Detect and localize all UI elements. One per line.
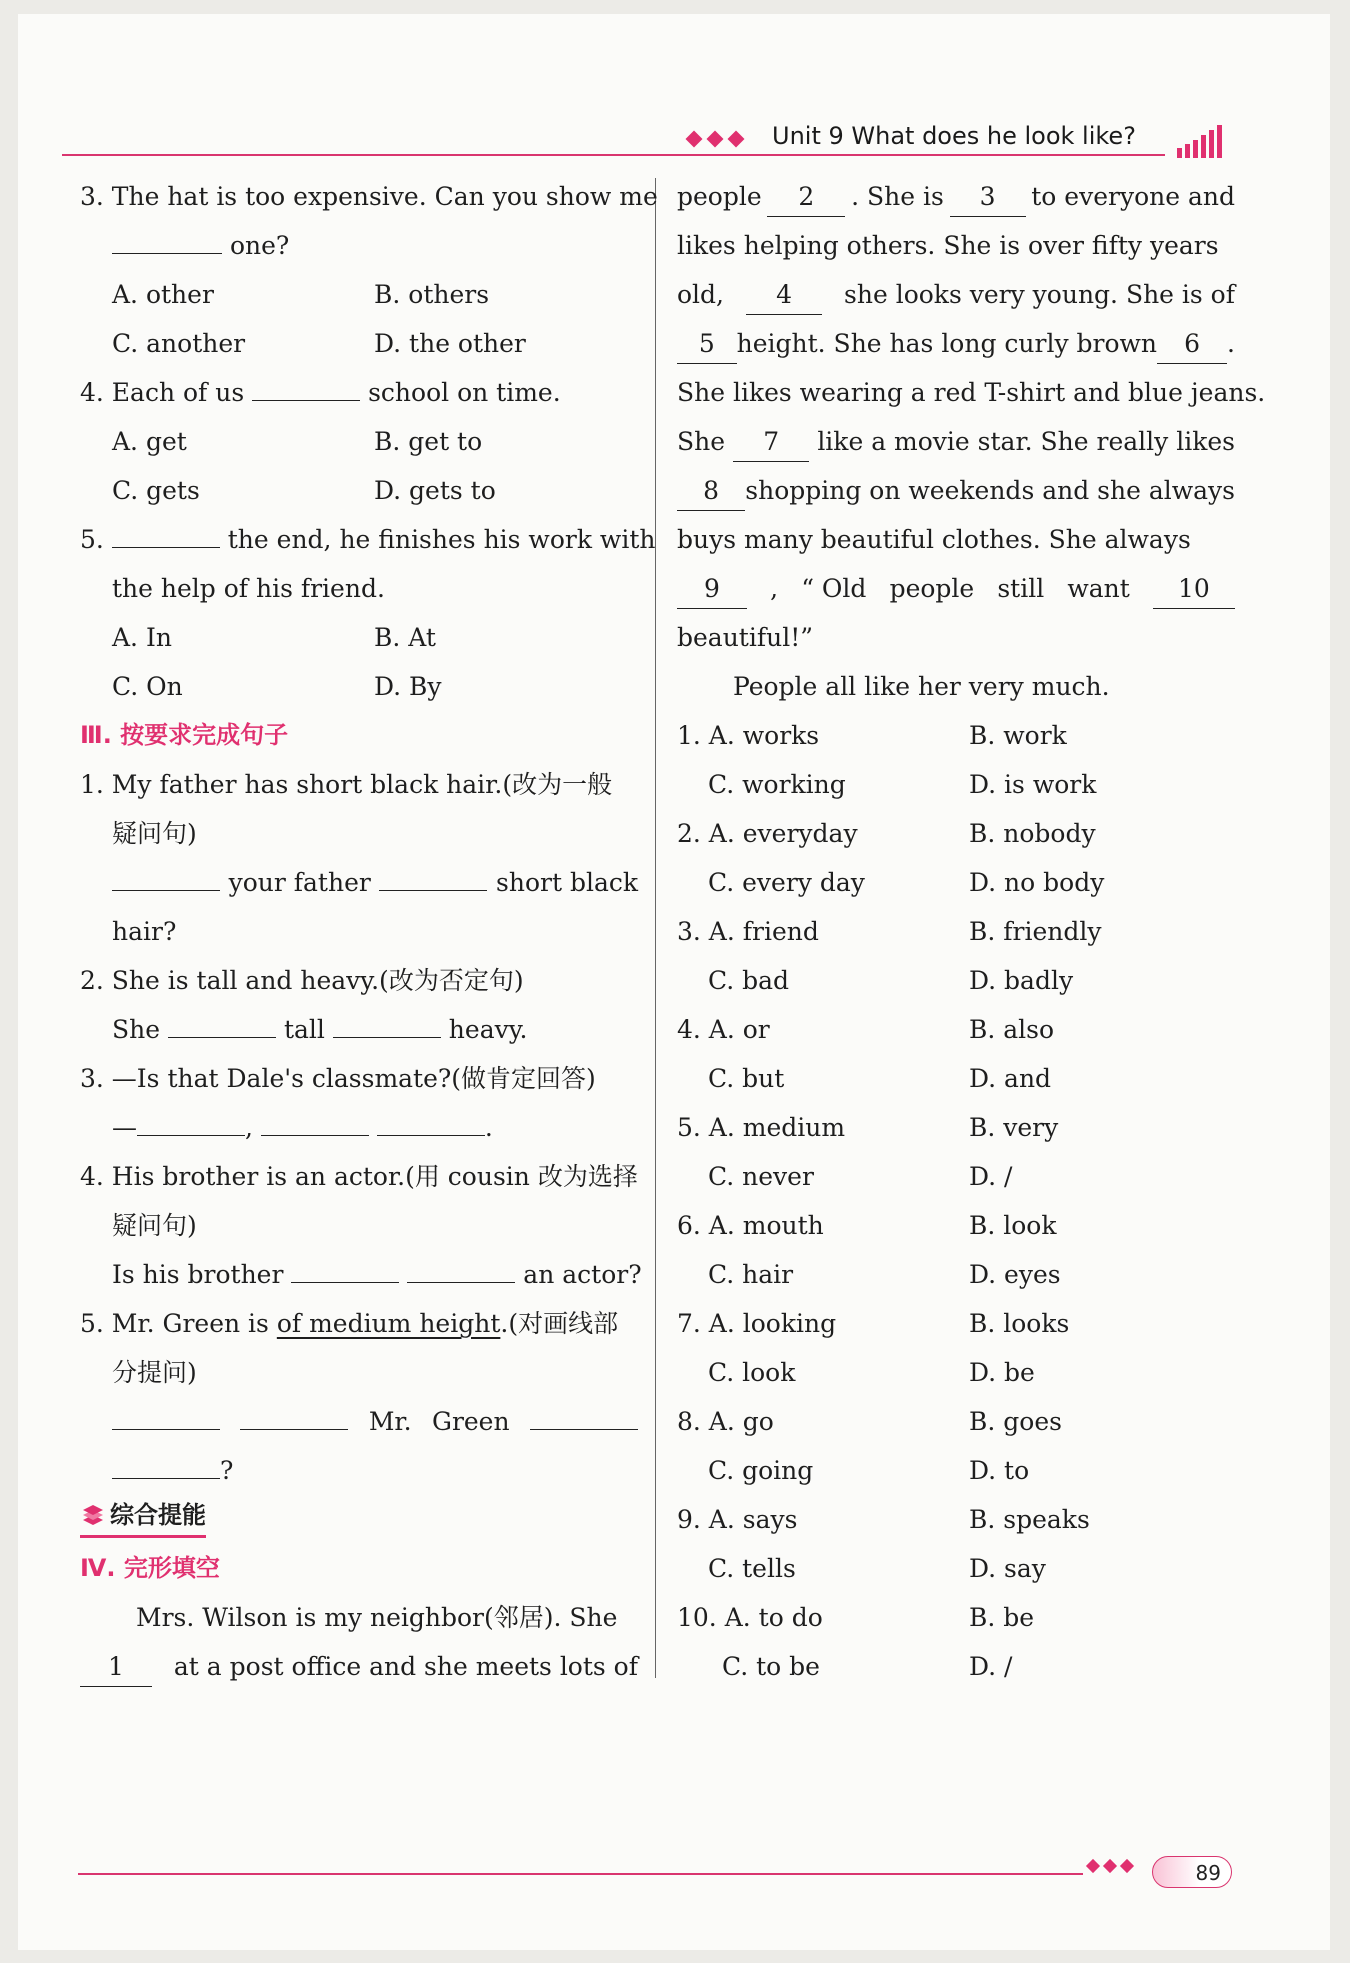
- option-row: [677, 1299, 1235, 1348]
- answer-blank[interactable]: [112, 517, 220, 548]
- q5-text-2: the help of his friend.: [112, 574, 385, 603]
- option-row: [677, 1348, 1235, 1397]
- option-row: [677, 956, 1235, 1005]
- option-row: [677, 1152, 1235, 1201]
- option-row: [677, 1544, 1235, 1593]
- answer-blank[interactable]: [333, 1007, 441, 1038]
- option-c: C. to be: [722, 1652, 820, 1681]
- footer-rule: [78, 1873, 1083, 1875]
- q5-text: the end, he finishes his work with: [227, 525, 656, 554]
- passage-text: She likes wearing a red T-shirt and blue jeans.: [677, 378, 1266, 407]
- option-c: C. gets: [112, 476, 200, 505]
- s4-word-2: an actor?: [523, 1260, 642, 1289]
- option-row: [80, 662, 638, 711]
- option-c: C. bad: [708, 966, 790, 995]
- option-b: B. work: [969, 721, 1067, 750]
- option-b: B. also: [969, 1015, 1055, 1044]
- unit-title: Unit 9 What does he look like?: [772, 122, 1136, 150]
- passage-text: buys many beautiful clothes. She always: [677, 525, 1191, 554]
- left-column: [80, 172, 658, 1691]
- q5-num: 5.: [80, 525, 104, 554]
- book-stack-icon: [80, 1502, 106, 1528]
- s4-line2: 疑问句): [112, 1211, 197, 1240]
- header-diamond-icons: [688, 122, 751, 156]
- q4-text-2: school on time.: [368, 378, 561, 407]
- option-a: 10. A. to do: [677, 1603, 823, 1632]
- option-row: [677, 1593, 1235, 1642]
- s5-line2: 分提问): [112, 1358, 197, 1387]
- option-a: 9. A. says: [677, 1505, 798, 1534]
- passage-text: people: [677, 182, 762, 211]
- option-row: [677, 760, 1235, 809]
- option-row: [677, 1397, 1235, 1446]
- option-c: C. hair: [708, 1260, 794, 1289]
- q4-text: 4. Each of us: [80, 378, 245, 407]
- cloze-blank-8[interactable]: 8: [677, 476, 745, 511]
- option-row: [677, 809, 1235, 858]
- passage-text: shopping on weekends and she always: [745, 476, 1235, 505]
- s5-text-2: .(对画线部: [500, 1309, 619, 1338]
- option-d: D. gets to: [374, 476, 496, 505]
- option-row: [677, 907, 1235, 956]
- s2-word-2: tall: [283, 1015, 325, 1044]
- header-rule: [62, 154, 1165, 156]
- s3-line2: [80, 1103, 638, 1152]
- s1-line3: [80, 858, 638, 907]
- cloze-blank-1[interactable]: 1: [80, 1652, 152, 1687]
- option-a: 4. A. or: [677, 1015, 770, 1044]
- s5-word: Mr.: [368, 1407, 412, 1436]
- option-a: 1. A. works: [677, 721, 820, 750]
- passage-line: [677, 515, 1235, 564]
- option-a: 7. A. looking: [677, 1309, 837, 1338]
- footer-diamond-icons: [1088, 1861, 1139, 1871]
- option-row: [677, 1054, 1235, 1103]
- cloze-blank-5[interactable]: 5: [677, 329, 737, 364]
- passage-text: beautiful!”: [677, 623, 814, 652]
- cloze-blank-4[interactable]: 4: [746, 280, 822, 315]
- right-column: [677, 172, 1266, 1691]
- option-row: [677, 1642, 1235, 1691]
- s2-line1: 2. She is tall and heavy.(改为否定句): [80, 966, 524, 995]
- option-d: D. be: [969, 1358, 1035, 1387]
- option-b: B. nobody: [969, 819, 1096, 848]
- option-row: [80, 270, 638, 319]
- answer-blank[interactable]: [252, 370, 360, 401]
- passage-line: [677, 270, 1235, 319]
- option-row: [677, 1250, 1235, 1299]
- option-a: 2. A. everyday: [677, 819, 858, 848]
- option-d: D. to: [969, 1456, 1030, 1485]
- option-d: D. say: [969, 1554, 1046, 1583]
- passage-text: .: [1227, 329, 1235, 358]
- option-d: D. is work: [969, 770, 1097, 799]
- cloze-line2: [80, 1642, 638, 1691]
- option-b: B. very: [969, 1113, 1059, 1142]
- passage-line: [677, 221, 1235, 270]
- s3-dot: .: [484, 1113, 493, 1142]
- option-b: B. be: [969, 1603, 1035, 1632]
- passage-text: People all like her very much.: [733, 672, 1110, 701]
- answer-blank[interactable]: [407, 1252, 515, 1283]
- option-d: D. eyes: [969, 1260, 1061, 1289]
- option-c: C. another: [112, 329, 246, 358]
- page-number: 89: [1152, 1856, 1232, 1888]
- cloze-blank-3[interactable]: 3: [950, 182, 1026, 217]
- option-b: B. At: [374, 623, 436, 652]
- cloze-line1: Mrs. Wilson is my neighbor(邻居). She: [136, 1603, 618, 1632]
- cloze-blank-7[interactable]: 7: [733, 427, 809, 462]
- option-c: C. look: [708, 1358, 796, 1387]
- option-b: B. goes: [969, 1407, 1062, 1436]
- option-b: B. get to: [374, 427, 483, 456]
- s1-line1: 1. My father has short black hair.(改为一般: [80, 770, 613, 799]
- skill-title: 综合提能: [110, 1500, 206, 1529]
- passage-text: people: [889, 574, 975, 603]
- passage-line: [677, 368, 1266, 417]
- skill-heading: [80, 1495, 206, 1538]
- q4-stem: [80, 368, 638, 417]
- cloze-blank-2[interactable]: 2: [767, 182, 845, 217]
- option-c: C. but: [708, 1064, 785, 1093]
- s5-text: 5. Mr. Green is: [80, 1309, 277, 1338]
- s4-line3: [80, 1250, 642, 1299]
- passage-line: [677, 466, 1235, 515]
- passage-line: [677, 172, 1235, 221]
- passage-text: want: [1067, 574, 1130, 603]
- answer-blank[interactable]: [291, 1252, 399, 1283]
- option-c: C. working: [708, 770, 846, 799]
- option-d: D. By: [374, 672, 442, 701]
- s3-dash: —: [112, 1113, 137, 1142]
- cloze-blank-9[interactable]: 9: [677, 574, 747, 609]
- option-c: C. every day: [708, 868, 865, 897]
- option-a: 8. A. go: [677, 1407, 774, 1436]
- option-b: B. others: [374, 280, 490, 309]
- option-row: [677, 858, 1235, 907]
- s3-line1: 3. —Is that Dale's classmate?(做肯定回答): [80, 1064, 596, 1093]
- option-a: 5. A. medium: [677, 1113, 846, 1142]
- passage-text: to everyone and: [1031, 182, 1235, 211]
- cloze-blank-6[interactable]: 6: [1157, 329, 1227, 364]
- s5-line4: [80, 1446, 638, 1495]
- option-b: B. look: [969, 1211, 1057, 1240]
- option-d: D. the other: [374, 329, 526, 358]
- answer-blank[interactable]: [112, 223, 222, 254]
- option-b: B. speaks: [969, 1505, 1090, 1534]
- passage-text: She: [677, 427, 726, 456]
- option-c: C. On: [112, 672, 183, 701]
- s1-line4: hair?: [112, 917, 177, 946]
- q5-stem: [80, 515, 656, 564]
- option-a: A. get: [112, 427, 187, 456]
- s3-comma: ,: [245, 1113, 253, 1142]
- s2-word-3: heavy.: [448, 1015, 528, 1044]
- cloze-text: at a post office and she meets lots of: [173, 1652, 638, 1681]
- s5-question-mark: ?: [220, 1456, 234, 1485]
- answer-blank[interactable]: [112, 860, 220, 891]
- answer-blank[interactable]: [379, 860, 487, 891]
- passage-text: still: [997, 574, 1045, 603]
- underlined-phrase: of medium height: [276, 1309, 501, 1338]
- option-row: [80, 613, 638, 662]
- s5-line1: [80, 1299, 638, 1348]
- option-row: [80, 319, 638, 368]
- option-b: B. friendly: [969, 917, 1102, 946]
- column-divider: [655, 178, 656, 1678]
- cloze-options: [677, 711, 1235, 1691]
- answer-blank[interactable]: [240, 1399, 348, 1430]
- option-row: [677, 711, 1235, 760]
- option-c: C. going: [708, 1456, 814, 1485]
- option-c: C. never: [708, 1162, 814, 1191]
- option-d: D. badly: [969, 966, 1074, 995]
- s1-line2: 疑问句): [112, 819, 197, 848]
- passage-text: like a movie star. She really likes: [817, 427, 1235, 456]
- answer-blank[interactable]: [112, 1399, 220, 1430]
- option-row: [677, 1446, 1235, 1495]
- passage-text: “ Old: [801, 574, 867, 603]
- s1-word: your father: [228, 868, 371, 897]
- answer-blank[interactable]: [261, 1105, 369, 1136]
- option-d: D. and: [969, 1064, 1052, 1093]
- q3-text-2: one?: [229, 231, 290, 260]
- section-4-title: Ⅳ. 完形填空: [80, 1554, 220, 1582]
- option-row: [677, 1201, 1235, 1250]
- option-a: A. other: [112, 280, 214, 309]
- option-a: 6. A. mouth: [677, 1211, 824, 1240]
- option-row: [677, 1103, 1235, 1152]
- passage-text: . She is: [851, 182, 944, 211]
- answer-blank[interactable]: [377, 1105, 485, 1136]
- s5-word-2: Green: [431, 1407, 510, 1436]
- answer-blank[interactable]: [137, 1105, 245, 1136]
- answer-blank[interactable]: [530, 1399, 638, 1430]
- cloze-blank-10[interactable]: 10: [1153, 574, 1235, 609]
- answer-blank[interactable]: [168, 1007, 276, 1038]
- passage-text: height. She has long curly brown: [736, 329, 1158, 358]
- option-row: [80, 466, 638, 515]
- answer-blank[interactable]: [112, 1448, 220, 1479]
- q3-text: 3. The hat is too expensive. Can you show me: [80, 182, 658, 211]
- skill-heading-row: [80, 1495, 638, 1544]
- option-a: A. In: [112, 623, 172, 652]
- option-c: C. tells: [708, 1554, 796, 1583]
- q3-stem-2: [80, 221, 638, 270]
- option-d: D. /: [969, 1652, 1013, 1681]
- s4-line1: 4. His brother is an actor.(用 cousin 改为选择: [80, 1162, 638, 1191]
- passage-text: likes helping others. She is over fifty years: [677, 231, 1219, 260]
- signal-bars-icon: [1175, 122, 1233, 158]
- s1-word-2: short black: [496, 868, 638, 897]
- option-d: D. /: [969, 1162, 1013, 1191]
- passage-text: ,: [770, 574, 779, 603]
- section-3-title: Ⅲ. 按要求完成句子: [80, 721, 289, 749]
- option-row: [80, 417, 638, 466]
- passage-line: [677, 417, 1235, 466]
- option-b: B. looks: [969, 1309, 1070, 1338]
- option-row: [677, 1005, 1235, 1054]
- s2-word: She: [112, 1015, 161, 1044]
- option-a: 3. A. friend: [677, 917, 819, 946]
- s2-line2: [80, 1005, 638, 1054]
- q3-stem: [80, 172, 658, 221]
- s5-line3: [80, 1397, 638, 1446]
- passage-line: [677, 564, 1235, 613]
- s4-word: Is his brother: [112, 1260, 284, 1289]
- option-row: [677, 1495, 1235, 1544]
- passage-line: [677, 319, 1235, 368]
- option-d: D. no body: [969, 868, 1105, 897]
- passage-text: she looks very young. She is of: [844, 280, 1235, 309]
- passage-text: old,: [677, 280, 724, 309]
